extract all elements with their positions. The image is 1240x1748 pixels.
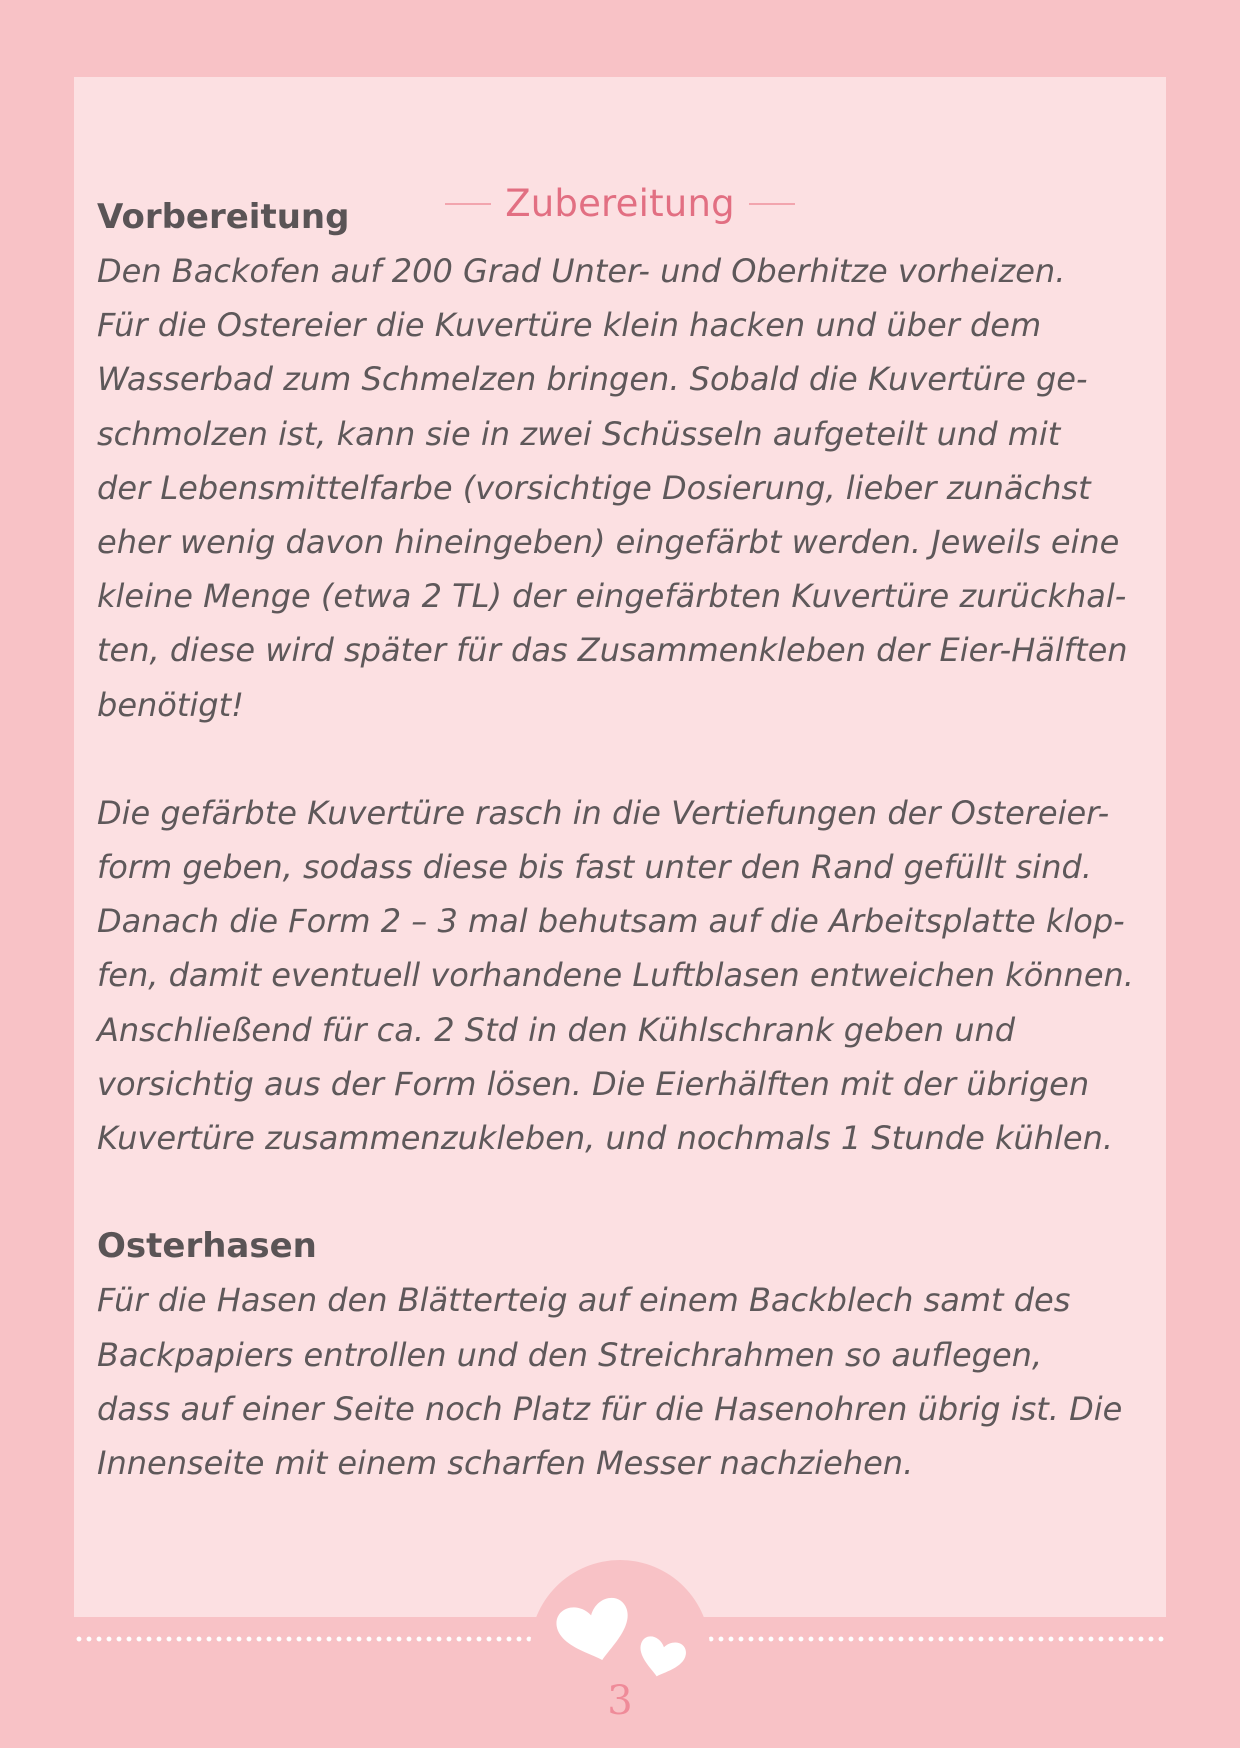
text-line: Kuvertüre zusammenzukleben, und nochmals 1 Stunde kühlen.: [97, 1119, 1114, 1157]
text-line: Danach die Form 2 – 3 mal behutsam auf die Arbeitsplatte klop-: [97, 902, 1125, 941]
dotted-divider-left: [74, 1636, 534, 1642]
paragraph-vorbereitung-2: [97, 786, 1167, 1165]
text-line: Für die Hasen den Blätterteig auf einem Backblech samt des: [97, 1281, 1071, 1320]
text-line: ten, diese wird später für das Zusammenkleben der Eier-Hälften: [97, 631, 1128, 670]
hearts-icon: [540, 1575, 700, 1685]
text-line: Anschließend für ca. 2 Std in den Kühlschrank geben und: [97, 1010, 1016, 1049]
page-number: 3: [607, 1678, 633, 1724]
text-line: Die gefärbte Kuvertüre rasch in die Vertiefungen der Ostereier-: [97, 793, 1110, 832]
text-line: Für die Ostereier die Kuvertüre klein hacken und über dem: [97, 306, 1042, 345]
text-line: dass auf einer Seite noch Platz für die Hasenohren übrig ist. Die: [97, 1389, 1123, 1428]
large-heart-icon: [553, 1594, 637, 1668]
paragraph-vorbereitung-1: [97, 244, 1167, 732]
text-line: benötigt!: [97, 685, 244, 724]
paragraph-gap: [97, 732, 1167, 786]
text-line: Den Backofen auf 200 Grad Unter- und Oberhitze vorheizen.: [97, 252, 1066, 290]
text-line: der Lebensmittelfarbe (vorsichtige Dosierung, lieber zunächst: [97, 468, 1091, 507]
text-line: kleine Menge (etwa 2 TL) der eingefärbten Kuvertüre zurückhal-: [97, 577, 1127, 616]
recipe-instructions: [97, 190, 1167, 1490]
text-line: eher wenig davon hineingeben) eingefärbt werden. Jeweils eine: [97, 522, 1120, 561]
dotted-divider-right: [706, 1636, 1166, 1642]
paragraph-gap: [97, 1165, 1167, 1219]
small-heart-icon: [634, 1634, 688, 1682]
text-line: Innenseite mit einem scharfen Messer nachziehen.: [97, 1443, 914, 1482]
text-line: fen, damit eventuell vorhandene Luftblasen entweichen können.: [97, 956, 1134, 995]
text-line: form geben, sodass diese bis fast unter den Rand gefüllt sind.: [97, 848, 1092, 887]
text-line: Backpapiers entrollen und den Streichrahmen so auflegen,: [97, 1335, 1043, 1374]
text-line: Wasserbad zum Schmelzen bringen. Sobald die Kuvertüre ge-: [97, 360, 1088, 399]
page-title: Zubereitung: [505, 182, 735, 225]
section-heading-vorbereitung: Vorbereitung: [97, 197, 350, 237]
section-heading-osterhasen: Osterhasen: [97, 1226, 317, 1267]
text-line: schmolzen ist, kann sie in zwei Schüsseln aufgeteilt und mit: [97, 414, 1061, 453]
paragraph-osterhasen-1: [97, 1273, 1167, 1490]
text-line: vorsichtig aus der Form lösen. Die Eierhälften mit der übrigen: [97, 1064, 1090, 1103]
